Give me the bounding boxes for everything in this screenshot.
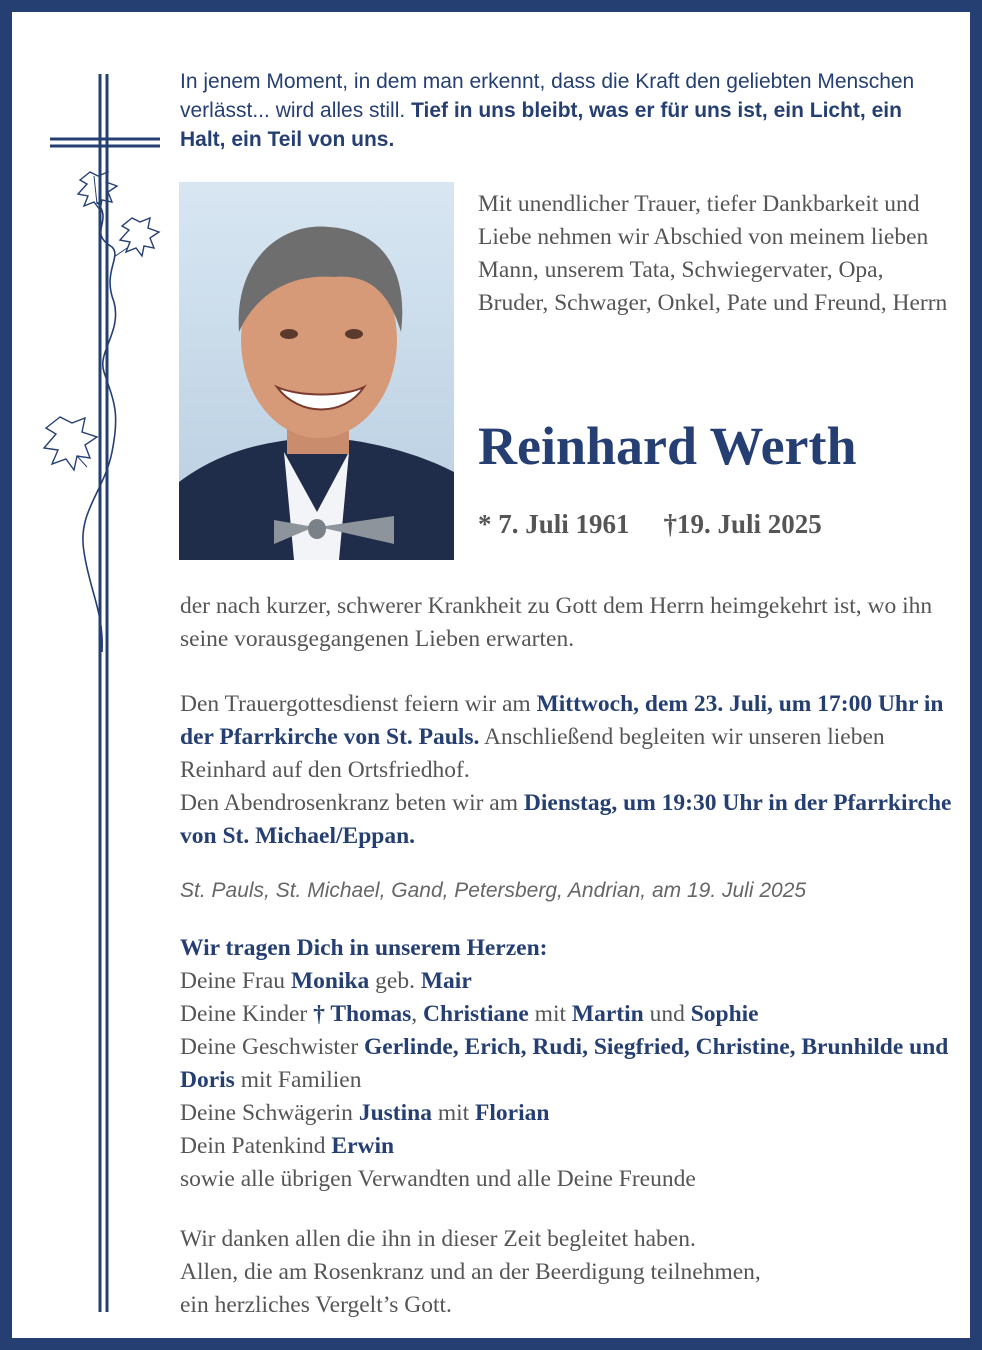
service-date-time: Mittwoch, dem 23. Juli, um 17:00 Uhr in der Pfarrkirche von St. Pauls. <box>180 691 944 750</box>
sister-in-law-name: Justina <box>358 1100 432 1126</box>
godchild-name: Erwin <box>331 1133 395 1159</box>
birth-date: * 7. Juli 1961 <box>478 509 630 539</box>
cross-vine-icon <box>42 72 162 1317</box>
child-partner: Martin <box>571 1001 644 1027</box>
life-dates <box>478 506 822 542</box>
wife-prefix: Deine Frau <box>180 968 291 994</box>
family-heading: Wir tragen Dich in unserem Herzen: <box>180 935 548 961</box>
thanks-line-3: ein herzliches Vergelt’s Gott. <box>180 1292 452 1318</box>
children-prefix: Deine Kinder <box>180 1001 314 1027</box>
motto-bold: Tief in uns bleibt, was er für uns ist, ein Licht, ein Halt, ein Teil von uns. <box>180 99 902 151</box>
rosary-text: Den Abendrosenkranz beten wir am <box>180 790 524 816</box>
return-to-god-text: der nach kurzer, schwerer Krankheit zu Gott dem Herrn heimgekehrt ist, wo ihn seine vorausgegangenen Lieben erwarten. <box>180 593 933 652</box>
family-list <box>180 932 960 1196</box>
sister-in-law-with: mit <box>431 1100 476 1126</box>
children-separator: , <box>411 1001 424 1027</box>
siblings-names: Gerlinde, Erich, Rudi, Siegfried, Christine, Brunhilde und Doris <box>180 1034 949 1093</box>
motto-text <box>180 67 940 154</box>
service-info <box>180 688 960 853</box>
service-text-2: Anschließend begleiten wir unseren lieben Reinhard auf den Ortsfriedhof. <box>180 724 885 783</box>
siblings-prefix: Deine Geschwister <box>180 1034 365 1060</box>
thanks-line-1: Wir danken allen die ihn in dieser Zeit begleitet haben. <box>180 1226 696 1252</box>
place-date: St. Pauls, St. Michael, Gand, Petersberg, Andrian, am 19. Juli 2025 <box>180 879 807 902</box>
service-text-1: Den Trauergottesdienst feiern wir am <box>180 691 537 717</box>
children-with: mit <box>528 1001 572 1027</box>
wife-name: Monika <box>290 968 370 994</box>
sister-in-law-partner: Florian <box>475 1100 550 1126</box>
child-1: † Thomas <box>313 1001 412 1027</box>
godchild-prefix: Dein Patenkind <box>180 1133 332 1159</box>
sister-in-law-prefix: Deine Schwägerin <box>180 1100 359 1126</box>
thanks-line-2: Allen, die am Rosenkranz und an der Beerdigung teilnehmen, <box>180 1259 761 1285</box>
motto-regular: In jenem Moment, in dem man erkennt, dass die Kraft den geliebten Menschen verlässt... wird alles still. <box>180 70 915 122</box>
deceased-name: Reinhard Werth <box>478 416 857 476</box>
wife-mid: geb. <box>369 968 421 994</box>
child-2: Christiane <box>423 1001 529 1027</box>
death-date: †19. Juli 2025 <box>663 509 822 539</box>
thanks-text <box>180 1223 960 1322</box>
rosary-date-time: Dienstag, um 19:30 Uhr in der Pfarrkirche von St. Michael/Eppan. <box>180 790 952 849</box>
other-relatives: sowie alle übrigen Verwandten und alle Deine Freunde <box>180 1166 696 1192</box>
siblings-suffix: mit Familien <box>234 1067 362 1093</box>
intro-text: Mit unendlicher Trauer, tiefer Dankbarkeit und Liebe nehmen wir Abschied von meinem lieben Mann, unserem Tata, Schwiegervater, Opa, Bruder, Schwager, Onkel, Pate und Freund, Herrn <box>478 191 948 316</box>
grandchild: Sophie <box>690 1001 759 1027</box>
wife-maiden-name: Mair <box>420 968 472 994</box>
portrait-photo <box>179 182 454 560</box>
children-and: und <box>643 1001 691 1027</box>
